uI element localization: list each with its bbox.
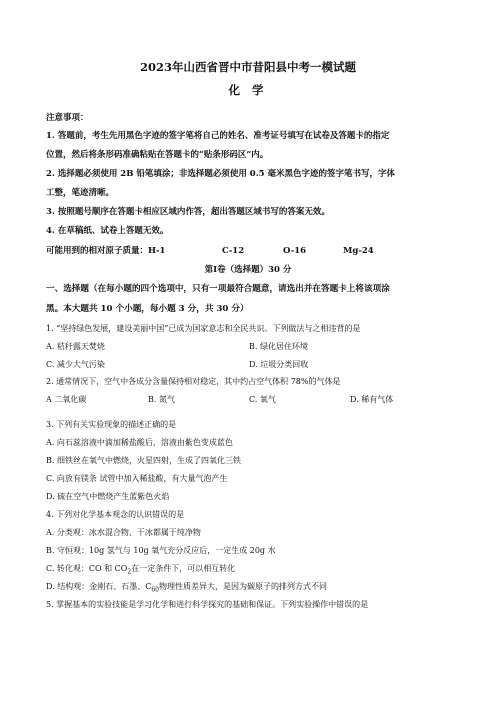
q4-option-b: B. 守恒观：10g 氢气与 10g 氧气充分反应后，一定生成 20g 水	[46, 546, 276, 555]
notice-line: 1. 答题前，考生先用黑色字迹的签字笔将自己的姓名、准考证号填写在试卷及答题卡的指定	[46, 131, 390, 141]
q4-option-c	[46, 564, 235, 578]
notice-line: 位置，然后将条形码准确粘贴在答题卡的“贴条形码区”内。	[46, 150, 269, 160]
q3-option-c: C. 向放有镁条 试管中加入稀盐酸，有大量气泡产生	[46, 474, 228, 483]
q4-stem: 4. 下列对化学基本观念的认识错误的是	[46, 510, 185, 519]
section-heading: 一、选择题（在每小题的四个选项中，只有一项最符合题意，请选出并在答题卡上将该项涂	[46, 284, 390, 294]
atomic-mass-o: O-16	[283, 246, 307, 256]
part-title: 第Ⅰ卷（选择题）30 分	[204, 265, 292, 275]
notice-title: 注意事项：	[46, 113, 89, 123]
subscript: 2	[127, 568, 132, 576]
q4-option-a: A. 分类观：冰水混合物、干冰都属于纯净物	[46, 528, 201, 537]
exam-title: 2023年山西省晋中市昔阳县中考一模试题	[139, 60, 356, 74]
q4-option-d-text: D. 结构观：金刚石、石墨、C	[46, 582, 152, 591]
q2-option-c: C. 氧气	[249, 395, 276, 404]
q1-option-a: A. 秸秆露天焚烧	[46, 342, 105, 351]
notice-line: 3. 按照题号顺序在答题卡相应区域内作答，超出答题区域书写的答案无效。	[46, 207, 330, 217]
q1-option-c: C. 减少大气污染	[46, 360, 105, 369]
section-heading: 黑。本大题共 10 个小题，每小题 3 分，共 30 分）	[46, 304, 249, 314]
q3-option-b: B. 细铁丝在氧气中燃烧，火星四射，生成了四氧化三铁	[46, 456, 241, 465]
subscript: 60	[151, 586, 159, 594]
atomic-mass-label: 可能用到的相对原子质量：H-1	[46, 246, 166, 256]
q1-option-b: B. 绿化居住环境	[249, 342, 308, 351]
subject-title: 化 学	[228, 83, 268, 97]
q3-stem: 3. 下列有关实验现象的描述正确的是	[46, 420, 177, 429]
atomic-mass-mg: Mg-24	[343, 246, 374, 256]
q2-option-a: A 二氧化碳	[46, 395, 87, 404]
q3-option-a: A. 向石蕊溶液中滴加稀盐酸后，溶液由紫色变成蓝色	[46, 438, 233, 447]
q4-option-c-text: 在一定条件下，可以相互转化	[131, 564, 236, 573]
notice-line: 2. 选择题必须使用 2B 铅笔填涂；非选择题必须使用 0.5 毫米黑色字迹的签字笔书写，字体	[46, 169, 396, 179]
q4-option-c-text: C. 转化观：CO 和 CO	[46, 564, 128, 573]
atomic-mass-c: C-12	[222, 246, 245, 256]
q1-option-d: D. 垃圾分类回收	[249, 360, 309, 369]
q2-stem: 2. 通常情况下，空气中各成分含量保持相对稳定，其中约占空气体积 78%的气体是	[46, 377, 341, 386]
q3-option-d: D. 硫在空气中燃烧产生蓝紫色火焰	[46, 492, 170, 501]
notice-line: 工整，笔迹清晰。	[46, 188, 115, 198]
q1-stem: 1. “坚持绿色发展，建设美丽中国”已成为国家意志和全民共识。下列做法与之相违背的是	[46, 324, 361, 333]
q2-option-d: D. 稀有气体	[350, 395, 394, 404]
q4-option-d	[46, 582, 327, 596]
q2-option-b: B. 氮气	[148, 395, 175, 404]
q4-option-d-text: 物理性质差异大，是因为碳原子的排列方式不同	[158, 582, 327, 591]
q5-stem: 5. 掌握基本的实验技能是学习化学和进行科学探究的基础和保证。下列实验操作中错误的是	[46, 600, 369, 609]
notice-line: 4. 在草稿纸、试卷上答题无效。	[46, 226, 169, 236]
